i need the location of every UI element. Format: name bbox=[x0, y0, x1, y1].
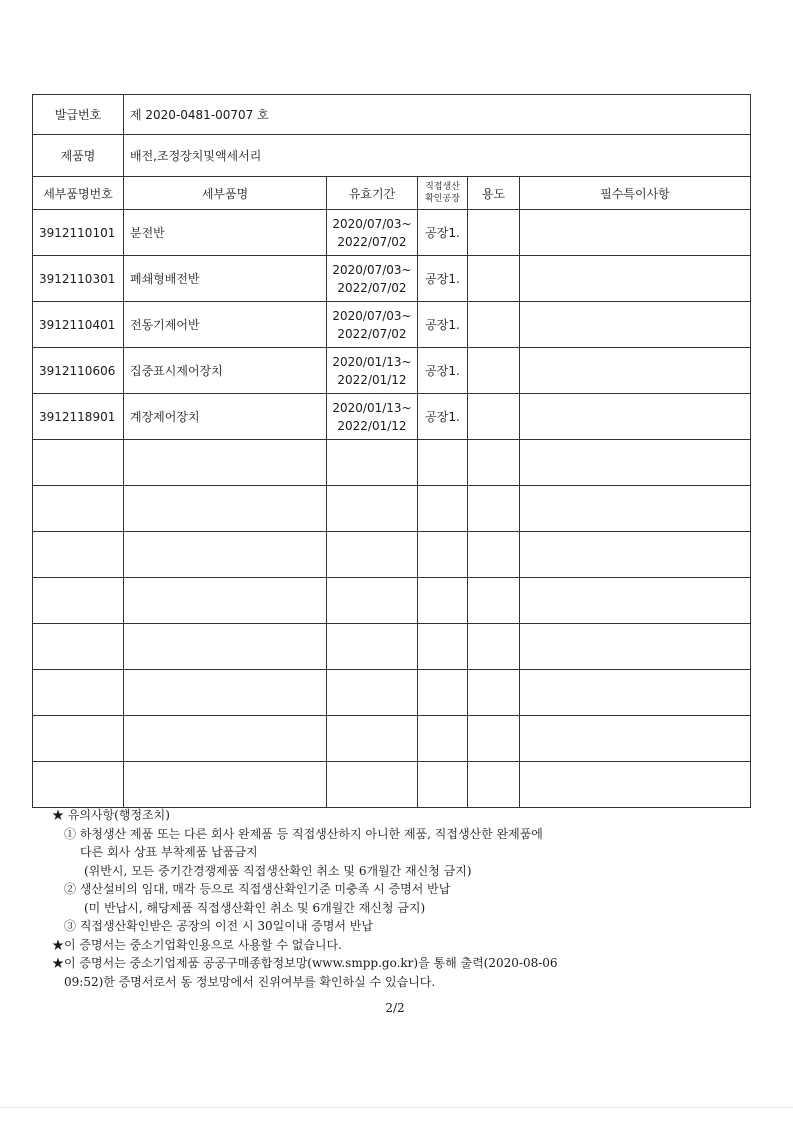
row-period bbox=[327, 302, 418, 348]
issue-number-row bbox=[33, 95, 751, 135]
product-name-label: 제품명 bbox=[33, 135, 124, 177]
row-name: 분전반 bbox=[124, 210, 327, 256]
header-period: 유효기간 bbox=[327, 177, 418, 210]
row-period bbox=[327, 348, 418, 394]
row-name: 집중표시제어장치 bbox=[124, 348, 327, 394]
row-note bbox=[520, 210, 751, 256]
row-period-to: 2022/01/12 bbox=[337, 372, 407, 387]
header-usage: 용도 bbox=[468, 177, 520, 210]
row-period-to: 2022/01/12 bbox=[337, 418, 407, 433]
row-code: 3912110101 bbox=[33, 210, 124, 256]
notice-title: ★ 유의사항(행정조치) bbox=[52, 808, 170, 822]
table-row bbox=[33, 394, 751, 440]
row-usage bbox=[468, 348, 520, 394]
header-factory-line1: 직접생산 bbox=[425, 182, 460, 192]
notice-star-2: ★이 증명서는 중소기업제품 공공구매종합정보망(www.smpp.go.kr)을 통해 출력(2020-08-06 bbox=[52, 956, 558, 970]
row-note bbox=[520, 256, 751, 302]
row-period-to: 2022/07/02 bbox=[337, 326, 407, 341]
notice-star-2-cont: 09:52)한 증명서로서 동 정보망에서 진위여부를 확인하실 수 있습니다. bbox=[64, 974, 436, 989]
row-period bbox=[327, 394, 418, 440]
row-period-from: 2020/07/03~ bbox=[332, 308, 412, 323]
empty-row bbox=[33, 486, 751, 532]
column-header-row bbox=[33, 177, 751, 210]
row-factory: 공장1. bbox=[418, 256, 468, 302]
table-row bbox=[33, 256, 751, 302]
notice-item-1-cont: 다른 회사 상표 부착제품 납품금지 bbox=[80, 845, 258, 859]
notice-item-1-penalty: (위반시, 모든 중기간경쟁제품 직접생산확인 취소 및 6개월간 재신청 금지) bbox=[84, 863, 472, 878]
row-name: 폐쇄형배전반 bbox=[124, 256, 327, 302]
row-name: 계장제어장치 bbox=[124, 394, 327, 440]
row-period-from: 2020/07/03~ bbox=[332, 262, 412, 277]
row-code: 3912110606 bbox=[33, 348, 124, 394]
header-notes: 필수특이사항 bbox=[520, 177, 751, 210]
empty-row bbox=[33, 440, 751, 486]
notice-item-2-penalty: (미 반납시, 해당제품 직접생산확인 취소 및 6개월간 재신청 금지) bbox=[84, 900, 426, 915]
row-usage bbox=[468, 302, 520, 348]
notice-item-2: ② 생산설비의 임대, 매각 등으로 직접생산확인기준 미충족 시 증명서 반납 bbox=[64, 882, 451, 896]
row-code: 3912118901 bbox=[33, 394, 124, 440]
row-factory: 공장1. bbox=[418, 394, 468, 440]
row-factory: 공장1. bbox=[418, 302, 468, 348]
row-code: 3912110301 bbox=[33, 256, 124, 302]
header-factory-line2: 확인공장 bbox=[425, 194, 460, 204]
row-note bbox=[520, 302, 751, 348]
row-period-from: 2020/01/13~ bbox=[332, 400, 412, 415]
notice-section bbox=[52, 806, 762, 991]
certificate-table bbox=[32, 94, 751, 808]
empty-row bbox=[33, 762, 751, 808]
issue-number-label: 발급번호 bbox=[33, 95, 124, 135]
row-period-from: 2020/07/03~ bbox=[332, 216, 412, 231]
empty-row bbox=[33, 670, 751, 716]
row-factory: 공장1. bbox=[418, 210, 468, 256]
header-name: 세부품명 bbox=[124, 177, 327, 210]
row-usage bbox=[468, 256, 520, 302]
row-note bbox=[520, 394, 751, 440]
row-factory: 공장1. bbox=[418, 348, 468, 394]
empty-row bbox=[33, 716, 751, 762]
row-period-from: 2020/01/13~ bbox=[332, 354, 412, 369]
row-period-to: 2022/07/02 bbox=[337, 234, 407, 249]
row-period bbox=[327, 210, 418, 256]
row-code: 3912110401 bbox=[33, 302, 124, 348]
empty-row bbox=[33, 624, 751, 670]
empty-row bbox=[33, 578, 751, 624]
notice-item-1: ① 하청생산 제품 또는 다른 회사 완제품 등 직접생산하지 아니한 제품, 직접생산한 완제품에 bbox=[64, 826, 543, 841]
header-factory bbox=[418, 177, 468, 210]
table-row bbox=[33, 302, 751, 348]
row-period-to: 2022/07/02 bbox=[337, 280, 407, 295]
product-name-row bbox=[33, 135, 751, 177]
page-bottom-divider bbox=[0, 1107, 793, 1108]
row-usage bbox=[468, 210, 520, 256]
row-name: 전동기제어반 bbox=[124, 302, 327, 348]
table-row bbox=[33, 210, 751, 256]
page-number: 2/2 bbox=[385, 1001, 405, 1015]
row-note bbox=[520, 348, 751, 394]
header-code: 세부품명번호 bbox=[33, 177, 124, 210]
row-usage bbox=[468, 394, 520, 440]
row-period bbox=[327, 256, 418, 302]
notice-item-3: ③ 직접생산확인받은 공장의 이전 시 30일이내 증명서 반납 bbox=[64, 919, 373, 933]
table-row bbox=[33, 348, 751, 394]
notice-star-1: ★이 증명서는 중소기업확인용으로 사용할 수 없습니다. bbox=[52, 937, 342, 952]
issue-number-value: 제 2020-0481-00707 호 bbox=[124, 95, 751, 135]
empty-row bbox=[33, 532, 751, 578]
product-name-value: 배전,조정장치및액세서리 bbox=[124, 135, 751, 177]
